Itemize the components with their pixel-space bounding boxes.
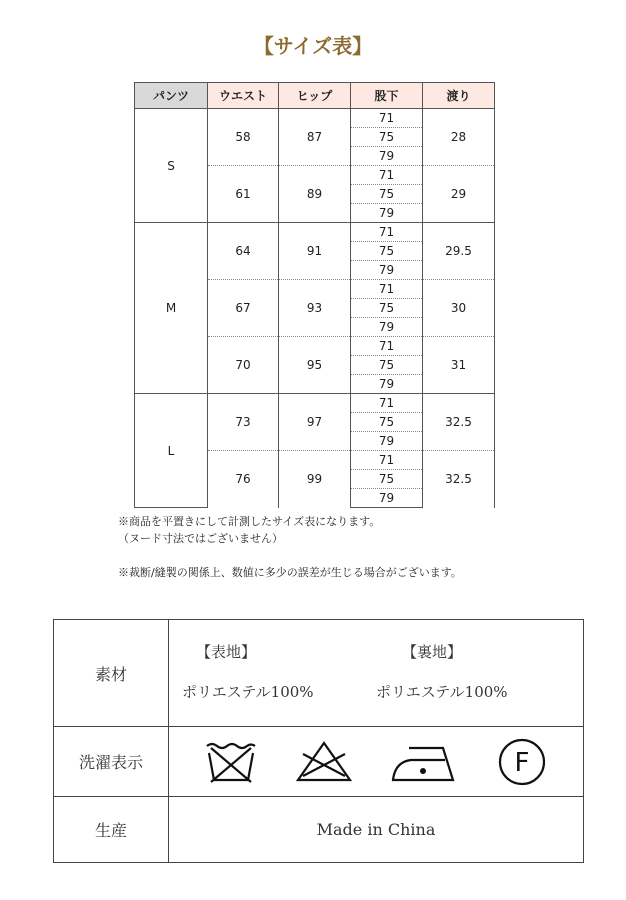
origin-value: Made in China bbox=[169, 797, 584, 863]
thigh-value: 28 bbox=[423, 109, 495, 166]
inseam-value: 71 bbox=[351, 166, 423, 185]
care-label: 洗濯表示 bbox=[54, 727, 169, 797]
table-row bbox=[135, 109, 495, 128]
header-thigh: 渡り bbox=[423, 83, 495, 109]
hip-value: 97 bbox=[279, 394, 351, 451]
inseam-value: 71 bbox=[351, 109, 423, 128]
header-hip: ヒップ bbox=[279, 83, 351, 109]
lining-material bbox=[376, 621, 582, 725]
spec-table bbox=[53, 619, 584, 863]
do-not-bleach-icon bbox=[295, 740, 353, 784]
hip-value: 87 bbox=[279, 109, 351, 166]
iron-low-temp-icon bbox=[389, 740, 459, 784]
inseam-value: 75 bbox=[351, 128, 423, 147]
thigh-value: 32.5 bbox=[423, 451, 495, 508]
size-label: M bbox=[135, 223, 208, 394]
waist-value: 76 bbox=[208, 451, 279, 508]
note-not-body: （ヌード寸法ではございません） bbox=[118, 532, 283, 545]
waist-value: 70 bbox=[208, 337, 279, 394]
header-inseam: 股下 bbox=[351, 83, 423, 109]
inseam-value: 79 bbox=[351, 147, 423, 166]
size-label: L bbox=[135, 394, 208, 508]
inseam-value: 75 bbox=[351, 356, 423, 375]
inseam-value: 71 bbox=[351, 223, 423, 242]
size-table-body bbox=[135, 109, 495, 508]
outer-value: ポリエステル100% bbox=[182, 683, 314, 701]
material-cell bbox=[169, 620, 584, 727]
hip-value: 93 bbox=[279, 280, 351, 337]
header-waist: ウエスト bbox=[208, 83, 279, 109]
inseam-value: 75 bbox=[351, 242, 423, 261]
inseam-value: 79 bbox=[351, 204, 423, 223]
origin-row bbox=[54, 797, 584, 863]
material-row bbox=[54, 620, 584, 727]
inseam-value: 79 bbox=[351, 318, 423, 337]
waist-value: 67 bbox=[208, 280, 279, 337]
thigh-value: 29 bbox=[423, 166, 495, 223]
note-flat-measure: ※商品を平置きにして計測したサイズ表になります。 bbox=[118, 515, 381, 528]
lining-value: ポリエステル100% bbox=[376, 683, 508, 701]
table-row bbox=[135, 223, 495, 242]
inseam-value: 71 bbox=[351, 280, 423, 299]
inseam-value: 79 bbox=[351, 375, 423, 394]
inseam-value: 75 bbox=[351, 470, 423, 489]
outer-material bbox=[170, 621, 376, 725]
waist-value: 64 bbox=[208, 223, 279, 280]
size-table bbox=[134, 82, 495, 508]
thigh-value: 29.5 bbox=[423, 223, 495, 280]
dry-clean-letter: F bbox=[514, 747, 530, 778]
waist-value: 61 bbox=[208, 166, 279, 223]
thigh-value: 32.5 bbox=[423, 394, 495, 451]
size-table-header bbox=[135, 83, 495, 109]
material-label: 素材 bbox=[54, 620, 169, 727]
origin-label: 生産 bbox=[54, 797, 169, 863]
thigh-value: 30 bbox=[423, 280, 495, 337]
inseam-value: 75 bbox=[351, 185, 423, 204]
size-label: S bbox=[135, 109, 208, 223]
inseam-value: 79 bbox=[351, 432, 423, 451]
outer-title: 【表地】 bbox=[196, 643, 257, 661]
hip-value: 99 bbox=[279, 451, 351, 508]
inseam-value: 71 bbox=[351, 394, 423, 413]
inseam-value: 71 bbox=[351, 337, 423, 356]
waist-value: 58 bbox=[208, 109, 279, 166]
hip-value: 91 bbox=[279, 223, 351, 280]
hip-value: 89 bbox=[279, 166, 351, 223]
care-row bbox=[54, 727, 584, 797]
hip-value: 95 bbox=[279, 337, 351, 394]
inseam-value: 71 bbox=[351, 451, 423, 470]
waist-value: 73 bbox=[208, 394, 279, 451]
page-title: 【サイズ表】 bbox=[253, 34, 373, 58]
inseam-value: 75 bbox=[351, 299, 423, 318]
header-pants: パンツ bbox=[135, 83, 208, 109]
table-row bbox=[135, 394, 495, 413]
inseam-value: 79 bbox=[351, 261, 423, 280]
inseam-value: 75 bbox=[351, 413, 423, 432]
care-cell bbox=[169, 727, 584, 797]
thigh-value: 31 bbox=[423, 337, 495, 394]
dry-clean-f-icon bbox=[496, 738, 548, 786]
note-tolerance: ※裁断/縫製の関係上、数値に多少の誤差が生じる場合がございます。 bbox=[118, 566, 462, 579]
inseam-value: 79 bbox=[351, 489, 423, 508]
lining-title: 【裏地】 bbox=[402, 643, 463, 661]
do-not-wash-icon bbox=[204, 740, 258, 784]
